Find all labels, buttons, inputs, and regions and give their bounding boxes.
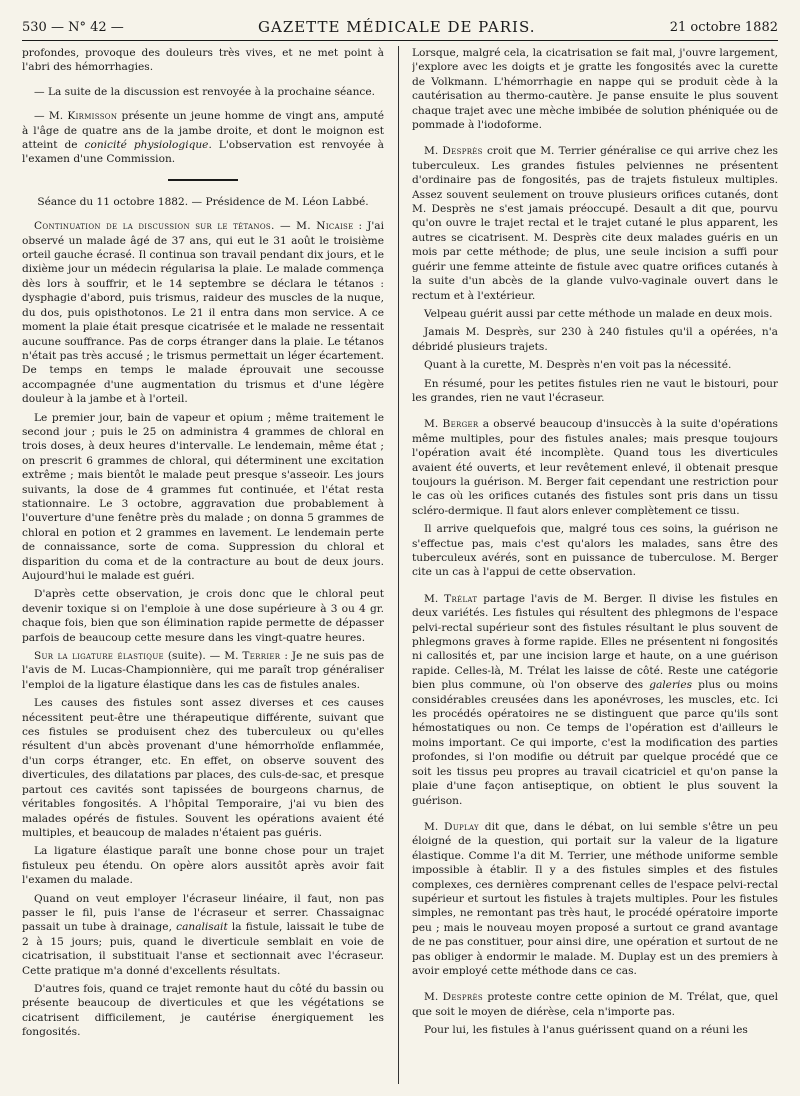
paragraph: Les causes des fistules sont assez diverses et ces causes nécessitent peut-être une thérapeutique différente, suivant que ces fistules se produisent chez des tuberculeux ou qu'elles résultent d'un abcès provenant d'une hémorrhoïde enflammée, d'un corps étranger, etc. En effet, on observe souvent des diverticules, des dilatations par places, des culs-de-sac, et presque partout ces cavités sont tapissées de bourgeons charnus, de véritables fongosités. A l'hôpital Temporaire, j'ai vu bien des malades opérés de fistules. Souvent les opérations avaient été multiples, et beaucoup de malades n'étaient pas guéris. (22, 697, 384, 839)
journal-title: GAZETTE MÉDICALE DE PARIS. (258, 18, 536, 36)
section-heading: Sur la ligature élastique (34, 650, 164, 663)
paragraph: Quand on veut employer l'écraseur linéaire, il faut, non pas passer le fil, puis l'anse de l'écraseur et serrer. Chassaignac passait un tube à drainage, canalisait la fistule, laissait le tube de 2 à 15 jours; puis, quand le diverticule semblait en voie de cicatrisation, il substituait l'anse et sectionnait avec l'écraseur. Cette pratique m'a donné d'excellents résultats. (22, 892, 384, 977)
paragraph: profondes, provoque des douleurs très vives, et ne met point à l'abri des hémorrhagies. (22, 47, 384, 74)
paragraph: Il arrive quelquefois que, malgré tous ces soins, la guérison ne s'effectue pas, mais c'est qu'alors les malades, sans être des tuberculeux avérés, sont en puissance de tuberculose. M. Berger cite un cas à l'appui de cette observation. (412, 523, 778, 579)
page-header (22, 14, 778, 41)
page-number: 530 — N° 42 — (22, 19, 124, 35)
paragraph: M. Desprès croit que M. Terrier généralise ce qui arrive chez les tuberculeux. Les grandes fistules pelviennes ne présentent d'ordinaire pas de fongosités, pas de trajets fistuleux multiples. Assez souvent seulement on trouve plusieurs orifices cutanés, dont M. Desprès ne s'est jamais préoccupé. Desault a dit que, pourvu qu'on ouvre le trajet rectal et le trajet cutané le plus apparent, les autres se cicatrisent. M. Desprès cite deux malades guéris en un mois par cette méthode; de plus, une seule incision a suffi pour guérir une femme atteinte de fistule avec quatre orifices cutanés à la suite d'un abcès de la glande vulvo-vaginale ouvert dans le rectum et à l'extérieur. (412, 145, 778, 302)
paragraph: Continuation de la discussion sur le tétanos. — M. Nicaise : J'ai observé un malade âgé de 37 ans, qui eut le 31 août le troisième orteil gauche écrasé. Il continua son travail pendant dix jours, et le dixième jour un médecin régularisa la plaie. Le malade commença dès lors à souffrir, et le 14 septembre se déclara le tétanos : dysphagie d'abord, puis trismus, raideur des muscles de la nuque, du dos, puis opisthotonos. Le 21 il entra dans mon service. A ce moment la plaie était presque cicatrisée et le malade ne ressentait aucune souffrance. Pas de corps étranger dans la plaie. Le tétanos n'était pas très accusé ; le trismus permettait un léger écartement. De temps en temps le malade éprouvait une secousse accompagnée d'une augmentation du trismus et d'une légère douleur à la jambe et à l'orteil. (22, 220, 384, 406)
paragraph: M. Berger a observé beaucoup d'insuccès à la suite d'opérations même multiples, pour des fistules anales; mais presque toujours l'opération avait été incomplète. Quand tous les diverticules avaient été ouverts, et leur revêtement enlevé, il obtenait presque toujours la guérison. M. Berger fait cependant une restriction pour le cas où les orifices cutanés des fistules sont pris dans un tissu scléro-dermique. Il faut alors enlever complètement ce tissu. (412, 418, 778, 517)
paragraph: Sur la ligature élastique (suite). — M. Terrier : Je ne suis pas de l'avis de M. Lucas-Championnière, qui me paraît trop généraliser l'emploi de la ligature élastique dans les cas de fistules anales. (22, 650, 384, 691)
paragraph: Lorsque, malgré cela, la cicatrisation se fait mal, j'ouvre largement, j'explore avec les doigts et je gratte les fongosités avec la curette de Volkmann. L'hémorrhagie en nappe qui se produit cède à la cautérisation au thermo-cautère. Je panse ensuite le plus souvent chaque trajet avec une mèche imbibée de solution phéniquée ou de pommade à l'iodoforme. (412, 47, 778, 132)
paragraph: M. Duplay dit que, dans le débat, on lui semble s'être un peu éloigné de la question, qui portait sur la valeur de la ligature élastique. Comme l'a dit M. Terrier, une méthode uniforme semble impossible à établir. Il y a des fistules simples et des fistules complexes, ces dernières comprenant celles de l'espace pelvi-rectal supérieur et surtout les fistules à trajets multiples. Pour les fistules simples, ne remontant pas très haut, le procédé opératoire importe peu ; mais le nouveau moyen proposé a surtout ce grand avantage de ne pas constituer, pour ainsi dire, une opération et surtout de ne pas obliger à endormir le malade. M. Duplay est un des premiers à avoir employé cette méthode dans ce cas. (412, 820, 778, 977)
session-heading: Séance du 11 octobre 1882. — Présidence de M. Léon Labbé. (37, 195, 369, 208)
paragraph: — M. Kirmisson présente un jeune homme de vingt ans, amputé à l'âge de quatre ans de la jambe droite, et dont le moignon est atteint de conicité physiologique. L'observation est renvoyée à l'examen d'une Commission. (22, 110, 384, 166)
paragraph: Quant à la curette, M. Desprès n'en voit pas la nécessité. (424, 359, 732, 372)
paragraph: En résumé, pour les petites fistules rien ne vaut le bistouri, pour les grandes, rien ne vaut l'écraseur. (412, 377, 778, 404)
paragraph: Jamais M. Desprès, sur 230 à 240 fistules qu'il a opérées, n'a débridé plusieurs trajets. (412, 326, 778, 353)
right-column (412, 46, 778, 1084)
paragraph: La ligature élastique paraît une bonne chose pour un trajet fistuleux peu étendu. On opère alors aussitôt après avoir fait l'examen du malade. (22, 845, 384, 887)
section-rule (168, 179, 238, 181)
left-column (22, 46, 384, 1084)
issue-date: 21 octobre 1882 (669, 19, 778, 35)
paragraph: M. Trélat partage l'avis de M. Berger. Il divise les fistules en deux variétés. Les fistules qui résultent des phlegmons de l'espace pelvi-rectal supérieur sont des fistules résultant le plus souvent de phlegmons graves à forme rapide. Elles ne présentent ni fongosités ni callosités et, par une incision large et haute, on a une guérison rapide. Celles-là, M. Trélat les laisse de côté. Reste une catégorie bien plus commune, où l'on observe des galeries plus ou moins considérables creusées dans les aponévroses, les muscles, etc. Ici les procédés opératoires ne se distinguent que parce qu'ils sont hémostatiques ou non. Ce temps de l'opération est d'ailleurs le moins important. Ce qui importe, c'est la modification des parties profondes, si l'on modifie ou détruit par quelque procédé que ce soit les tissus peu propres au travail cicatriciel et qu'on panse la plaie d'une façon antiseptique, on obtient le plus souvent la guérison. (412, 592, 778, 807)
paragraph: Pour lui, les fistules à l'anus guérissent quand on a réuni les (424, 1024, 748, 1037)
paragraph: D'après cette observation, je crois donc que le chloral peut devenir toxique si on l'emploie à une dose supérieure à 3 ou 4 gr. chaque fois, bien que son élimination rapide permette de dépasser parfois de beaucoup cette mesure dans les vingt-quatre heures. (22, 588, 384, 644)
paragraph: D'autres fois, quand ce trajet remonte haut du côté du bassin ou présente beaucoup de diverticules et que les végétations se cicatrisent difficilement, je cautérise énergiquement les fongosités. (22, 982, 384, 1039)
column-divider (398, 46, 399, 1084)
paragraph: Velpeau guérit aussi par cette méthode un malade en deux mois. (424, 307, 773, 320)
paragraph: M. Desprès proteste contre cette opinion de M. Trélat, que, quel que soit le moyen de diérèse, cela n'importe pas. (412, 991, 778, 1018)
section-heading: Continuation de la discussion sur le tétanos. — M. Nicaise (34, 220, 354, 233)
paragraph: — La suite de la discussion est renvoyée à la prochaine séance. (34, 85, 375, 98)
paragraph: Le premier jour, bain de vapeur et opium ; même traitement le second jour ; puis le 25 on administra 4 grammes de chloral en trois doses, à deux heures d'intervalle. Le lendemain, même état ; on prescrit 6 grammes de chloral, qui déterminent une excitation extrême ; mais bientôt le malade peut presque s'asseoir. Les jours suivants, la dose de 4 grammes fut continuée, et l'état resta stationnaire. Le 3 octobre, aggravation due probablement à l'ouverture d'une fenêtre près du malade ; on donna 5 grammes de chloral en potion et 2 grammes en lavement. Le lendemain perte de connaissance, sorte de coma. Suppression du chloral et disparition du coma et de la contracture au bout de deux jours. Aujourd'hui le malade est guéri. (22, 411, 384, 582)
